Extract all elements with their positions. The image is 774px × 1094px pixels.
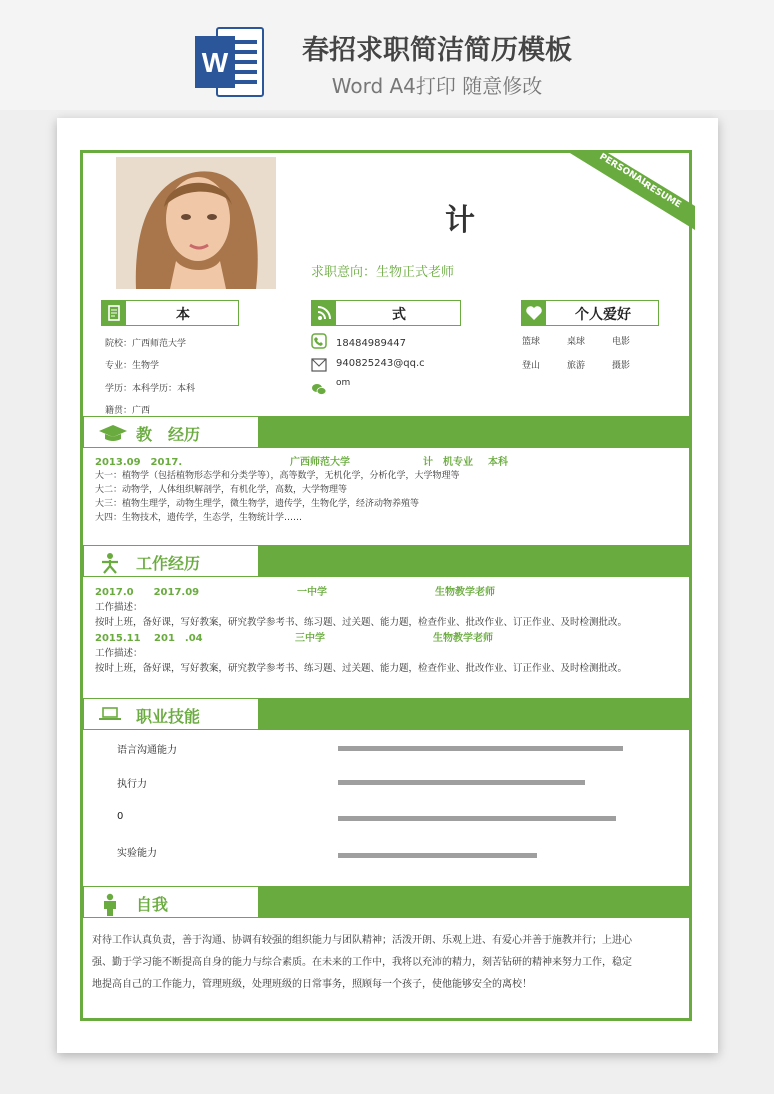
basic-info-heading: 本 bbox=[101, 300, 239, 326]
template-subtitle: Word A4打印 随意修改 bbox=[331, 74, 543, 98]
page-header bbox=[0, 0, 774, 110]
edu-school: 广西师范大学 bbox=[290, 457, 350, 468]
job-school: 三中学 bbox=[295, 633, 325, 644]
about-line: 地提高自己的工作能力，管理班级，处理班级的日常事务，照顾每一个孩子，使他能够安全的离校！ bbox=[92, 979, 532, 990]
skill-name: 语言沟通能力 bbox=[117, 745, 177, 756]
edu-course-line: 大四：生物技术，遗传学，生态学，生物统计学…… bbox=[95, 513, 303, 523]
about-section-header: 自我 bbox=[80, 886, 692, 918]
basic-school: 院校：广西师范大学 bbox=[105, 339, 187, 349]
basic-major: 专业：生物学 bbox=[105, 361, 160, 371]
corner-ribbon bbox=[555, 150, 695, 230]
template-title: 春招求职简洁简历模板 bbox=[302, 35, 572, 66]
person-icon bbox=[98, 552, 122, 574]
skill-bar bbox=[338, 853, 537, 858]
job-intention: 求职意向：生物正式老师 bbox=[311, 265, 455, 280]
skill-bar bbox=[338, 780, 585, 785]
profile-photo bbox=[116, 157, 276, 289]
basic-hometown: 籍贯：广西 bbox=[105, 406, 151, 416]
job-desc: 按时上班，备好课，写好教案，研究教学参考书、练习题、过关题、能力题，检查作业、批改作业、订正作业、及时检测批改。 bbox=[95, 617, 628, 628]
skill-name: 执行力 bbox=[117, 779, 147, 790]
laptop-icon bbox=[98, 705, 122, 723]
man-icon bbox=[98, 893, 122, 917]
hobby-item: 摄影 bbox=[612, 361, 631, 371]
job-school: 一中学 bbox=[297, 587, 327, 598]
document-icon bbox=[102, 301, 126, 325]
job-desc-label: 工作描述： bbox=[95, 602, 143, 613]
edu-course-line: 大二：动物学，人体组织解剖学，有机化学，高数，大学物理等 bbox=[95, 485, 348, 495]
job-role: 生物教学老师 bbox=[435, 587, 495, 598]
job-desc: 按时上班，备好课，写好教案，研究教学参考书、练习题、过关题、能力题，检查作业、批改作业、订正作业、及时检测批改。 bbox=[95, 663, 628, 674]
job-desc-label: 工作描述： bbox=[95, 648, 143, 659]
candidate-name: 计 bbox=[445, 203, 475, 238]
wechat-icon bbox=[311, 382, 327, 396]
basic-degree: 学历：本科学历：本科 bbox=[105, 384, 196, 394]
skill-bar bbox=[338, 746, 623, 751]
contact-heading: 式 bbox=[311, 300, 461, 326]
skill-name: 实验能力 bbox=[117, 848, 157, 859]
phone-icon bbox=[311, 333, 327, 349]
education-section-header: 教 经历 bbox=[80, 416, 692, 448]
hobby-item: 桌球 bbox=[567, 337, 586, 347]
skills-section-header: 职业技能 bbox=[80, 698, 692, 730]
word-logo-icon bbox=[195, 26, 265, 98]
skill-name: 0 bbox=[117, 811, 124, 822]
contact-email: 940825243@qq.c bbox=[336, 358, 425, 369]
contact-phone: 18484989447 bbox=[336, 338, 406, 349]
hobby-item: 篮球 bbox=[522, 337, 541, 347]
hobby-item: 旅游 bbox=[567, 361, 586, 371]
heart-icon bbox=[522, 301, 546, 325]
skill-bar bbox=[338, 816, 616, 821]
graduation-cap-icon bbox=[98, 423, 128, 443]
hobby-item: 登山 bbox=[522, 361, 541, 371]
rss-icon bbox=[312, 301, 336, 325]
hobby-item: 电影 bbox=[612, 337, 631, 347]
edu-course-line: 大一：植物学（包括植物形态学和分类学等），高等数学，无机化学，分析化学，大学物理等 bbox=[95, 471, 460, 481]
about-line: 强、勤于学习能不断提高自身的能力与综合素质。在未来的工作中，我将以充沛的精力，刻苦钻研的精神来努力工作，稳定 bbox=[92, 957, 632, 968]
edu-major: 计 机专业 bbox=[423, 457, 473, 468]
about-line: 对待工作认真负责，善于沟通、协调有较强的组织能力与团队精神；活泼开朗、乐观上进、有爱心并善于施教并行；上进心 bbox=[92, 935, 632, 946]
hobby-heading: 个人爱好 bbox=[521, 300, 659, 326]
edu-course-line: 大三：植物生理学，动物生理学，微生物学，遗传学，生物化学，经济动物养殖等 bbox=[95, 499, 420, 509]
job-date: 2017.0 2017.09 bbox=[95, 587, 200, 598]
svg-text:PERSONAL: PERSONAL bbox=[597, 151, 649, 189]
edu-degree: 本科 bbox=[488, 457, 508, 468]
contact-wechat: om bbox=[336, 378, 351, 388]
job-role: 生物教学老师 bbox=[433, 633, 493, 644]
edu-date: 2013.09 2017. bbox=[95, 457, 183, 468]
svg-text:RESUME: RESUME bbox=[641, 179, 683, 211]
svg-text:W: W bbox=[201, 47, 229, 78]
job-date: 2015.11 201 .04 bbox=[95, 633, 203, 644]
work-section-header: 工作经历 bbox=[80, 545, 692, 577]
email-icon bbox=[311, 358, 327, 372]
